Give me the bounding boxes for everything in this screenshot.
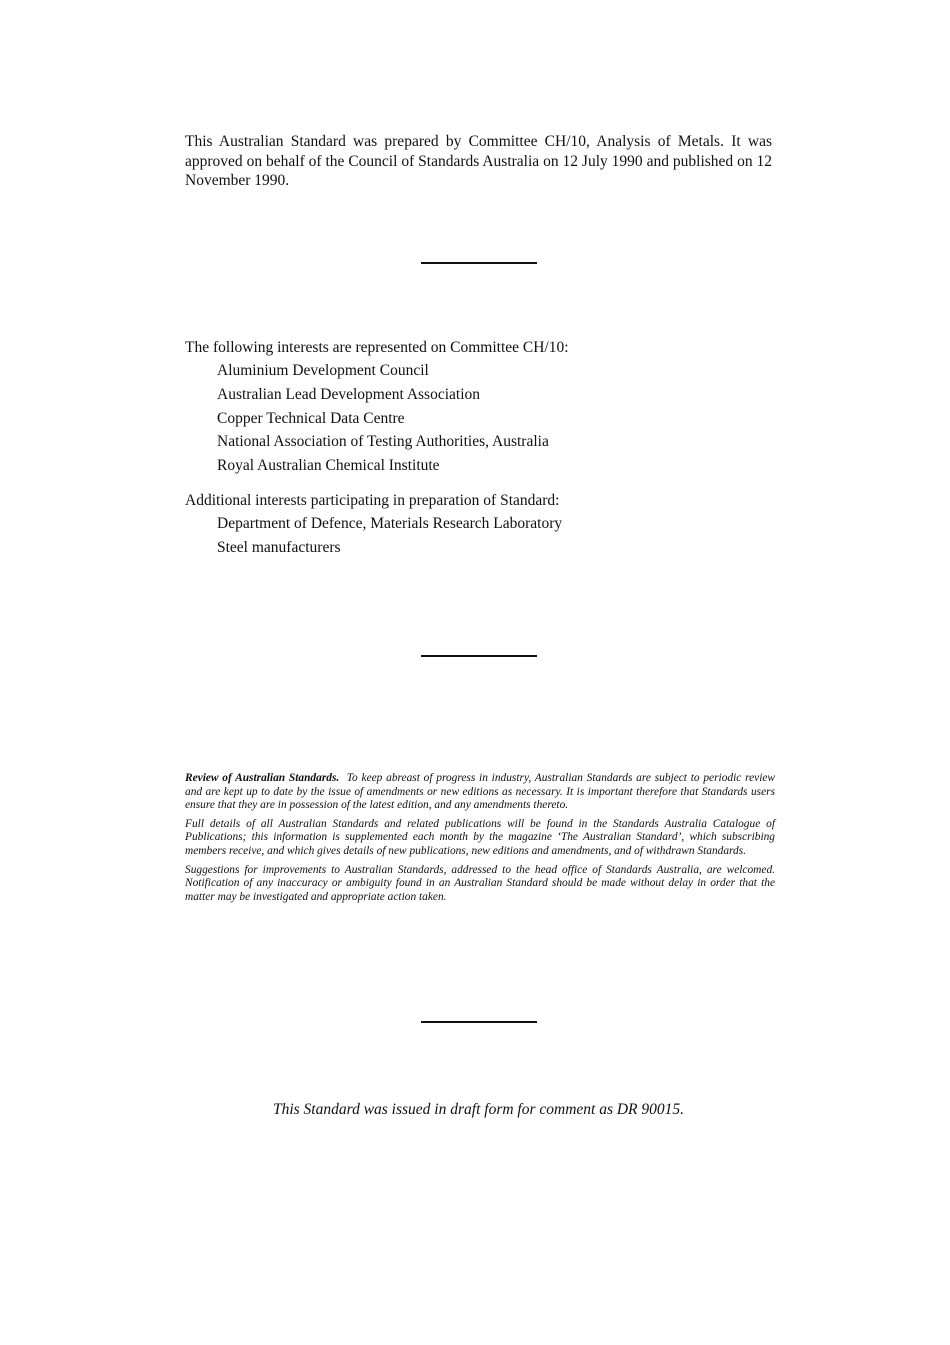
list-item: Copper Technical Data Centre (217, 409, 405, 427)
draft-note: This Standard was issued in draft form for comment as DR 90015. (272, 1101, 685, 1118)
list-item: Department of Defence, Materials Research Laboratory (217, 515, 563, 532)
list-item: Aluminium Development Council (217, 362, 429, 379)
additional-interests (185, 490, 785, 560)
additional-member-list (185, 512, 785, 560)
committee-interests-lead: The following interests are represented on Committee CH/10: (185, 339, 569, 356)
additional-interests-lead: Additional interests participating in preparation of Standard: (185, 492, 560, 509)
catalogue-paragraph: Full details of all Australian Standards and related publications will be found in the Standards Australia Catalogue of Publications; this information is supplemented each month by the magazine ‘The Australian Standard’, which subscribing members receive, and which gives details of new publications, new editions and amendments, and of withdrawn Standards. (185, 817, 775, 857)
list-item: Steel manufacturers (217, 538, 341, 556)
divider-rule (421, 655, 537, 657)
committee-interests (185, 337, 785, 478)
list-item: National Association of Testing Authorities, Australia (217, 433, 549, 451)
list-item: Royal Australian Chemical Institute (217, 457, 440, 475)
divider-rule (421, 1021, 537, 1023)
review-notice (185, 772, 775, 909)
divider-rule (421, 262, 537, 264)
review-paragraph (185, 772, 775, 813)
suggestions-paragraph: Suggestions for improvements to Australian Standards, addressed to the head office of Standards Australia, are welcomed. Notification of any inaccuracy or ambiguity found in an Australian Standard should be made without delay in order that the matter may be investigated and appropriate action taken. (185, 863, 775, 903)
preparation-statement: This Australian Standard was prepared by Committee CH/10, Analysis of Metals. It was approved on behalf of the Council of Standards Australia on 12 July 1990 and published on 12 November 1990. (185, 133, 772, 189)
list-item: Australian Lead Development Association (217, 385, 481, 403)
review-text: To keep abreast of progress in industry, Australian Standards are subject to periodic review and are kept up to date by the issue of amendments or new editions as necessary. It is important therefore that Standards users ensure that they are in possession of the latest edition, and any amendments thereto. (185, 772, 776, 812)
committee-member-list (185, 359, 785, 478)
review-heading: Review of Australian Standards. (185, 772, 340, 784)
